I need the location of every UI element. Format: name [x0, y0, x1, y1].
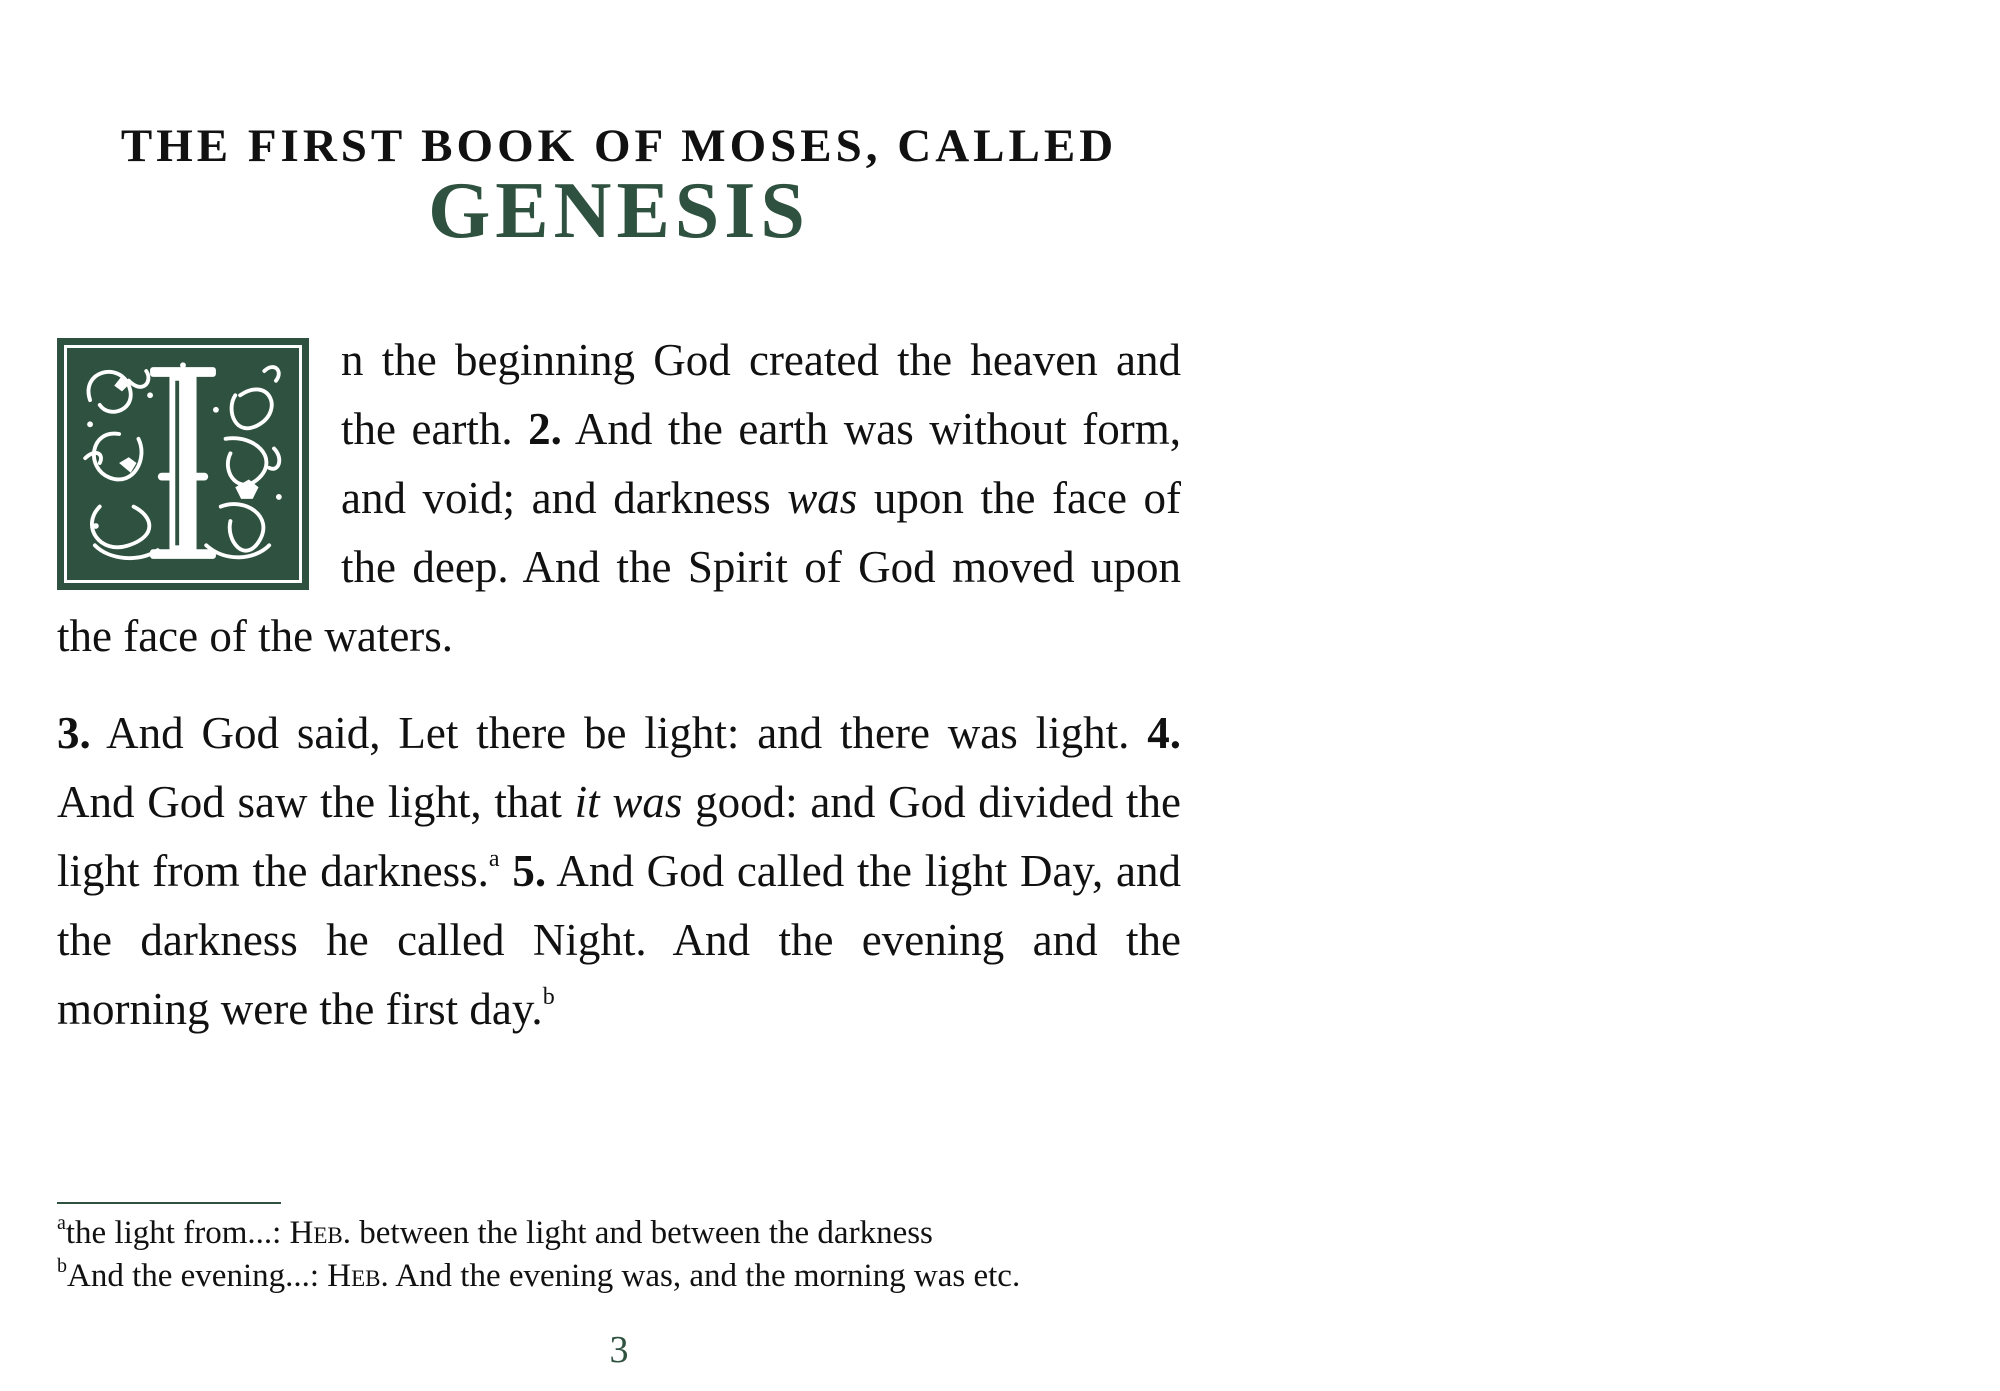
- book-page: [57, 0, 1181, 1391]
- paragraph-1: [57, 326, 1181, 671]
- verse-4-text-a: And God saw the light, that: [57, 777, 575, 827]
- verse-2-text-b: upon the face of the deep. And the Spirit of God moved upon the face of the waters.: [57, 473, 1181, 661]
- verse-number-5: 5.: [512, 846, 547, 896]
- footnote-marker-b: b: [57, 1255, 67, 1277]
- body-text: [57, 326, 1181, 1044]
- verse-number-2: 2.: [528, 404, 562, 454]
- footnote-b: [57, 1255, 1181, 1298]
- chapter-heading: [57, 118, 1181, 255]
- verse-2-text-a: And the earth was without form, and void; and darkness: [341, 404, 1181, 523]
- footnote-a-rest: . between the light and between the darkness: [342, 1215, 933, 1251]
- footnote-a-abbr: Heb: [289, 1215, 343, 1251]
- footnote-divider: [57, 1202, 281, 1204]
- verse-4-italic: it was: [574, 777, 683, 827]
- verse-1: n the beginning God created the heaven and the earth.: [341, 335, 1181, 454]
- verse-3-text: And God said, Let there be light: and there was light.: [90, 708, 1148, 758]
- ornamental-dropcap-i-icon: [57, 338, 309, 590]
- paragraph-2: [57, 699, 1181, 1044]
- book-title: GENESIS: [428, 167, 810, 255]
- footnote-a: [57, 1212, 1181, 1255]
- verse-4-text-b: good: and God divided the light from the darkness.: [57, 777, 1181, 896]
- heading-kicker: THE FIRST BOOK OF MOSES, CALLED: [120, 120, 1118, 172]
- footnote-ref-a[interactable]: a: [488, 846, 500, 872]
- footnote-marker-a: a: [57, 1212, 66, 1234]
- footnote-b-lead: And the evening...:: [67, 1258, 328, 1294]
- footnote-a-lead: the light from...:: [65, 1215, 290, 1251]
- footnotes: [57, 1212, 1181, 1298]
- verse-number-4: 4.: [1147, 708, 1181, 758]
- footnote-b-abbr: Heb: [327, 1258, 381, 1294]
- footnote-b-rest: . And the evening was, and the morning was etc.: [380, 1258, 1021, 1294]
- verse-2-italic: was: [787, 473, 858, 523]
- verse-number-3: 3.: [57, 708, 91, 758]
- verse-5-text: And God called the light Day, and the darkness he called Night. And the evening and the morning were the first day.: [57, 846, 1181, 1034]
- footnote-ref-b[interactable]: b: [542, 984, 555, 1010]
- page-number: 3: [609, 1329, 629, 1371]
